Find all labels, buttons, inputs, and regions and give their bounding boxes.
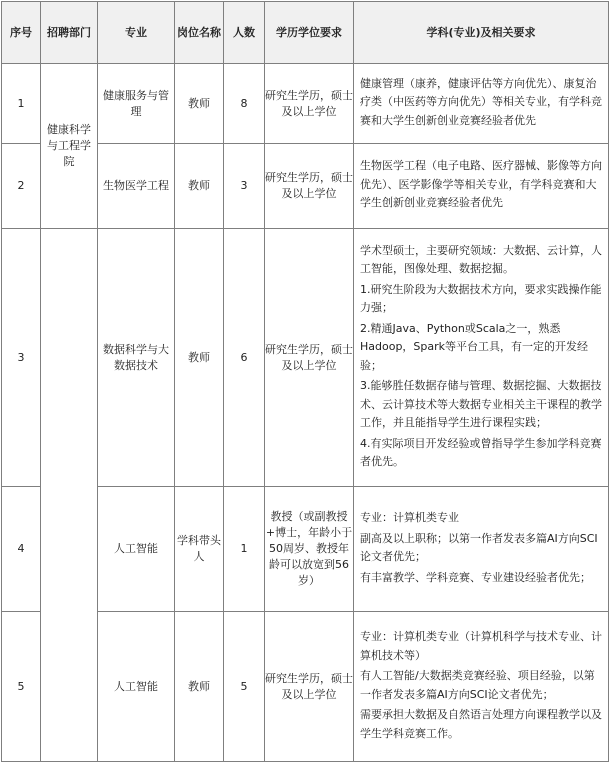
requirement-line: 1.研究生阶段为大数据技术方向，要求实践操作能力强； xyxy=(360,282,602,314)
requirement-line: 有丰富教学、学科竞赛、专业建设经验者优先； xyxy=(360,570,591,584)
dept-label: 健康科学与工程学院 xyxy=(47,123,91,168)
header-requirements: 学科(专业)及相关要求 xyxy=(354,2,609,64)
count-cell: 5 xyxy=(224,612,265,762)
major-cell: 人工智能 xyxy=(98,612,175,762)
requirement-line: 有人工智能/大数据类竞赛经验、项目经验，以第一作者发表多篇AI方向SCI论文者优先； xyxy=(360,669,595,701)
major-cell: 生物医学工程 xyxy=(98,144,175,229)
requirement-line: 需要承担大数据及自然语言处理方向课程教学以及学生学科竞赛工作。 xyxy=(360,708,602,740)
degree-cell: 研究生学历，硕士及以上学位 xyxy=(265,144,354,229)
row-no: 3 xyxy=(2,229,41,487)
row-no: 5 xyxy=(2,612,41,762)
table-row xyxy=(2,229,609,487)
header-major: 专业 xyxy=(98,2,175,64)
position-cell: 教师 xyxy=(175,144,224,229)
major-cell: 健康服务与管理 xyxy=(98,64,175,144)
degree-cell: 研究生学历，硕士及以上学位 xyxy=(265,229,354,487)
requirement-line: 学术型硕士，主要研究领域：大数据、云计算，人工智能，图像处理、数据挖掘。 xyxy=(360,243,602,275)
major-cell: 人工智能 xyxy=(98,487,175,612)
degree-cell: 研究生学历，硕士及以上学位 xyxy=(265,612,354,762)
header-dept: 招聘部门 xyxy=(41,2,98,64)
position-cell: 教师 xyxy=(175,229,224,487)
header-count: 人数 xyxy=(224,2,265,64)
recruitment-table xyxy=(1,1,609,762)
count-cell: 3 xyxy=(224,144,265,229)
dept-cell xyxy=(41,64,98,229)
table-row xyxy=(2,64,609,144)
row-no: 4 xyxy=(2,487,41,612)
requirements-cell xyxy=(354,612,609,762)
requirement-line: 健康管理（康养，健康评估等方向优先）、康复治疗类（中医药等方向优先）等相关专业，有学科竞赛和大学生创新创业竞赛经验者优先 xyxy=(360,76,602,127)
requirement-line: 专业：计算机类专业 xyxy=(360,511,459,524)
requirement-line: 2.精通Java、Python或Scala之一，熟悉Hadoop，Spark等平台工具，有一定的开发经验； xyxy=(360,321,589,372)
position-cell: 教师 xyxy=(175,64,224,144)
requirement-line: 4.有实际项目开发经验或曾指导学生参加学科竞赛者优先。 xyxy=(360,436,602,468)
requirement-line: 生物医学工程（电子电路、医疗器械、影像等方向优先）、医学影像学等相关专业，有学科竞赛和大学生创新创业竞赛经验者优先 xyxy=(360,159,602,210)
requirements-cell xyxy=(354,64,609,144)
major-cell: 数据科学与大数据技术 xyxy=(98,229,175,487)
header-position: 岗位名称 xyxy=(175,2,224,64)
requirement-line: 3.能够胜任数据存储与管理、数据挖掘、大数据技术、云计算技术等大数据专业相关主干课程的教学工作，并且能指导学生进行课程实践； xyxy=(360,379,602,429)
header-degree: 学历学位要求 xyxy=(265,2,354,64)
dept-cell-empty xyxy=(41,229,98,762)
count-cell: 8 xyxy=(224,64,265,144)
row-no: 2 xyxy=(2,144,41,229)
position-cell: 教师 xyxy=(175,612,224,762)
count-cell: 6 xyxy=(224,229,265,487)
header-row xyxy=(2,2,609,64)
position-cell: 学科带头人 xyxy=(175,487,224,612)
requirements-cell xyxy=(354,487,609,612)
requirements-cell xyxy=(354,229,609,487)
degree-cell: 教授（或副教授+博士，年龄小于50周岁、教授年龄可以放宽到56岁） xyxy=(265,487,354,612)
header-no: 序号 xyxy=(2,2,41,64)
requirement-line: 专业：计算机类专业（计算机科学与技术专业、计算机技术等） xyxy=(360,630,602,662)
row-no: 1 xyxy=(2,64,41,144)
degree-cell: 研究生学历，硕士及以上学位 xyxy=(265,64,354,144)
requirements-cell xyxy=(354,144,609,229)
requirement-line: 副高及以上职称；以第一作者发表多篇AI方向SCI论文者优先； xyxy=(360,531,598,563)
count-cell: 1 xyxy=(224,487,265,612)
